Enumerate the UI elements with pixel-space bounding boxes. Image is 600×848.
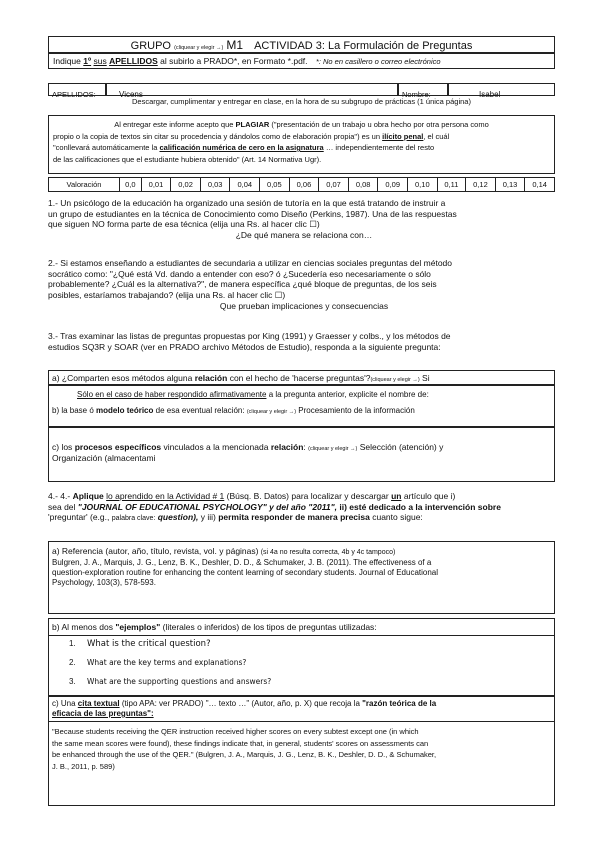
val-cell[interactable]: 0,09 <box>378 178 408 192</box>
q3-b-box: Sólo en el caso de haber respondido afirmativamente a la pregunta anterior, explicite el nombre de: b) la base ó modelo teórico de esa eventual relación: (cliquear y elegir →) Procesamiento de la información <box>48 385 555 427</box>
apellidos-field[interactable] <box>106 83 398 99</box>
grupo-hint: (cliquear y elegir →) <box>174 45 224 51</box>
val-cell[interactable]: 0,05 <box>260 178 290 192</box>
instr-middle: al subirlo a PRADO*, en Formato *.pdf. <box>160 56 308 66</box>
plagio-line1: Al entregar este informe acepto que PLAGIAR ("presentación de un trabajo u obra hecho por otra persona como <box>114 120 489 129</box>
q2-answer-select[interactable]: Que prueban implicaciones y consecuencias <box>219 300 389 311</box>
q3-cond-underline: Sólo en el caso de haber respondido afirmativamente <box>77 390 267 399</box>
group-select[interactable]: M1 <box>226 38 244 52</box>
q4-a-hint: (si 4a no resulta correcta, 4b y 4c tampoco) <box>260 549 396 556</box>
val-cell[interactable]: 0,02 <box>171 178 201 192</box>
title-box <box>48 36 555 53</box>
q3-b-answer-select[interactable]: Procesamiento de la información <box>298 406 415 415</box>
valoracion-table <box>48 177 555 192</box>
q4-c-quote-line1: "Because students receiving the QER instruction received higher scores on every subtest except one (in which <box>52 727 419 736</box>
q4-c-box[interactable]: c) Una cita textual (tipo APA: ver PRADO) "… texto …" (Autor, año, p. X) que recoja la "razón teórica de la eficacia de las preguntas": "Because students receiving the QER instruction received higher scores on every subtest except one (in which the same mean scores were found), these findings indicate that, in general, students' scores on assessments can be enhanced through the use of the QER." (Bulgren, J. A., Marquis, J. G., Lenz, B. K., Deshler, D. D., & Schumaker, J. B., 2011, p. 589) <box>48 696 555 806</box>
val-cell[interactable]: 0,14 <box>525 178 555 192</box>
instr-prefix: Indique <box>53 56 81 66</box>
nombre-label: Nombre: <box>402 90 431 99</box>
nombre-label-cell <box>398 83 448 99</box>
q1-answer-select[interactable]: ¿De qué manera se relaciona con… <box>235 229 373 240</box>
q4-c-quote-line4: J. B., 2011, p. 589) <box>52 761 115 771</box>
q3-c-answer-cont[interactable]: Organización (almacentami <box>52 452 156 463</box>
val-cell[interactable]: 0,12 <box>466 178 496 192</box>
val-cell[interactable]: 0,07 <box>319 178 349 192</box>
q1-line3: que siguen NO forma parte de esa técnica (elija una Rs. al hacer clic ☐) <box>48 219 320 230</box>
deliver-note: Descargar, cumplimentar y entregar en clase, en la hora de su subgrupo de prácticas (1 única página) <box>132 97 471 106</box>
q4-a-reference-line2: question-exploration routine for enhancing the content learning of secondary students. Journal of Educational <box>52 567 439 577</box>
q2-line3: probablemente? ¿Cuál es la alternativa?", de manera específica ¿qué bloque de preguntas, de los seis <box>48 279 437 290</box>
val-cell[interactable]: 0,06 <box>289 178 319 192</box>
example-item: 2. What are the key terms and explanations? <box>69 658 247 667</box>
q3-line1: 3.- Tras examinar las listas de preguntas propuestas por King (1991) y Graesser y colbs., y los métodos de <box>48 331 451 341</box>
val-cell[interactable]: 0,08 <box>348 178 378 192</box>
q4-a-box[interactable] <box>48 541 555 614</box>
example-item: 3. What are the supporting questions and answers? <box>69 677 272 686</box>
q3-a-box: a) ¿Comparten esos métodos alguna relación con el hecho de 'hacerse preguntas'?(cliquear y elegir →) Si <box>48 370 555 385</box>
example-item: 1. What is the critical question? <box>69 639 211 649</box>
q3-line2: estudios SQ3R y SOAR (ver en PRADO archivo Métodos de Estudio), responda a la siguiente pregunta: <box>48 341 441 352</box>
val-cell[interactable]: 0,11 <box>437 178 466 192</box>
instr-apellidos: APELLIDOS <box>109 56 158 66</box>
instructions-box <box>48 53 555 69</box>
q2-line1: 2.- Si estamos enseñando a estudiantes de secundaria a utilizar en ciencias sociales preguntas del método <box>48 258 452 268</box>
nombre-value: Isabel <box>479 90 501 99</box>
q4-a-label: a) Referencia (autor, año, título, revista, vol. y páginas) <box>52 546 259 556</box>
q1-line2: un grupo de estudiantes en la técnica de Conocimiento como Diseño (Perkins, 1987). Una de las respuestas <box>48 208 457 219</box>
q3-cond-rest: a la pregunta anterior, explicite el nombre de: <box>268 390 429 399</box>
example-list <box>49 636 554 696</box>
question-3 <box>48 331 560 352</box>
activity-title: ACTIVIDAD 3: La Formulación de Preguntas <box>254 40 473 52</box>
question-2 <box>48 258 560 311</box>
val-cell[interactable]: 0,10 <box>408 178 438 192</box>
instr-first: 1º <box>83 56 92 66</box>
question-1 <box>48 198 560 241</box>
plagio-box <box>48 115 555 174</box>
plagio-line2: propio o la copia de textos sin citar su procedencia y dándolos como de elaboración propia") es un ilícito penal, el cuál <box>53 131 450 141</box>
val-cell[interactable]: 0,13 <box>495 178 525 192</box>
q3-c-answer-select[interactable]: Selección (atención) y <box>359 442 444 452</box>
apellidos-value: Vicens <box>119 90 143 99</box>
val-cell[interactable]: 0,03 <box>200 178 230 192</box>
instr-note: *: No en casillero o correo electrónico <box>315 57 441 66</box>
q2-line2: socrático como: "¿Qué está Vd. dando a entender con eso? ó ¿Sucedería eso necesariamente o sólo <box>48 268 431 279</box>
q4-c-quote-line2: the same mean scores were found), these findings indicate that, in general, students' scores on assessments can <box>52 738 429 748</box>
q4-c-quote-line3: be enhanced through the use of the QER." (Bulgren, J. A., Marquis, J. G., Lenz, B. K., Deshler, D. D., & Schumaker, <box>52 750 437 759</box>
q3-c-box: c) los procesos específicos vinculados a la mencionada relación: (cliquear y elegir →) Selección (atención) y Organización (almacentami <box>48 427 555 482</box>
apellidos-label-cell <box>48 83 106 99</box>
val-cell[interactable]: 0,0 <box>120 178 142 192</box>
q3-a-answer-select[interactable]: Si <box>422 373 430 383</box>
instr-sus: sus <box>93 56 107 66</box>
valoracion-label: Valoración <box>49 178 120 192</box>
nombre-field[interactable] <box>448 83 555 99</box>
q1-line1: 1.- Un psicólogo de la educación ha organizado una sesión de tutoría en la que está tratando de instruir a <box>48 198 446 208</box>
grupo-label: GRUPO <box>130 40 171 52</box>
q4-line2: sea del "JOURNAL OF EDUCATIONAL PSYCHOLOGY" y del año "2011", ii) esté dedicado a la intervención sobre <box>48 501 501 512</box>
q2-line4: posibles, estaríamos trabajando? (elija una Rs. al hacer clic ☐) <box>48 289 286 300</box>
q4-a-reference-line3: Psychology, 103(3), 578-593. <box>52 577 156 587</box>
question-4 <box>48 491 560 524</box>
val-cell[interactable]: 0,01 <box>141 178 171 192</box>
q4-line1: 4.- 4.- Aplique lo aprendido en la Actividad # 1 (Búsq. B. Datos) para localizar y descargar un artículo que i) <box>48 491 456 501</box>
apellidos-label: APELLIDOS: <box>52 90 96 99</box>
val-cell[interactable]: 0,04 <box>230 178 260 192</box>
plagio-line3: "conllevará automáticamente la calificación numérica de cero en la asignatura … independientemente del resto <box>53 143 435 152</box>
q4-a-reference-line1: Bulgren, J. A., Marquis, J. G., Lenz, B. K., Deshler, D. D., & Schumaker, J. B. (2011). The effectiveness of a <box>52 557 432 567</box>
q4-b-box[interactable]: b) Al menos dos "ejemplos" (literales o inferidos) de los tipos de preguntas utilizadas: 1. What is the critical question? 2. What are the key terms and explanations? 3. What are the supporting questions and answers? <box>48 618 555 696</box>
q4-line3: 'preguntar' (e.g., palabra clave: question), y iii) permita responder de manera precisa cuanto sigue: <box>48 512 423 523</box>
plagio-line4: de las calificaciones que el estudiante hubiera obtenido" (Art. 14 Normativa Ugr). <box>53 154 322 164</box>
